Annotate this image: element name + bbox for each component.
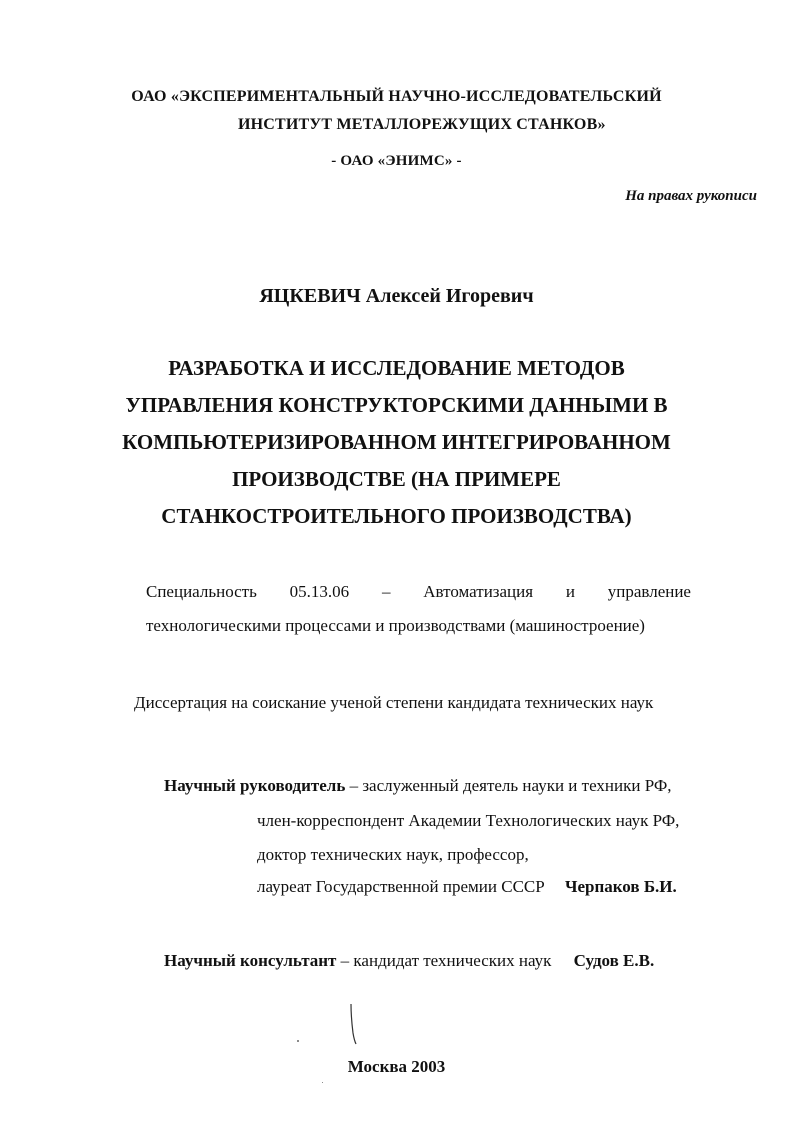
consultant-title: кандидат технических наук <box>353 951 552 970</box>
supervisor-label: Научный руководитель <box>164 776 346 795</box>
supervisor-title-1: заслуженный деятель науки и техники РФ, <box>362 776 672 795</box>
pen-mark-icon <box>349 1003 357 1045</box>
author-given-names: Алексей Игоревич <box>365 285 534 307</box>
author-name <box>0 285 793 308</box>
degree-statement: Диссертация на соискание ученой степени кандидата технических наук <box>134 693 654 712</box>
specialty-dash: – <box>381 582 391 601</box>
institute-name-line2: ИНСТИТУТ МЕТАЛЛОРЕЖУЩИХ СТАНКОВ» <box>238 116 606 133</box>
institute-name-line1: ОАО «ЭКСПЕРИМЕНТАЛЬНЫЙ НАУЧНО-ИССЛЕДОВАТЕЛЬСКИЙ <box>131 88 662 105</box>
consultant-label: Научный консультант <box>164 951 337 970</box>
consultant-name: Судов Е.В. <box>573 951 655 970</box>
author-surname: ЯЦКЕВИЧ <box>259 285 361 307</box>
specialty-line-1 <box>146 582 691 602</box>
specialty-word: Специальность <box>146 582 257 601</box>
city-year: Москва 2003 <box>347 1057 446 1076</box>
institute-short-name: - ОАО «ЭНИМС» - <box>331 153 462 169</box>
specialty-word: Автоматизация <box>423 582 534 601</box>
scan-speck <box>297 1040 299 1042</box>
supervisor-line-2: член-корреспондент Академии Технологических наук РФ, <box>257 811 680 830</box>
specialty-line-2: технологическими процессами и производствами (машиностроение) <box>146 616 645 635</box>
supervisor-name: Черпаков Б.И. <box>564 877 677 896</box>
consultant-line <box>164 951 654 971</box>
consultant-dash: – <box>340 951 350 970</box>
supervisor-line-1 <box>164 776 672 796</box>
supervisor-title-4: лауреат Государственной премии СССР <box>257 877 545 896</box>
thesis-title-line-5: СТАНКОСТРОИТЕЛЬНОГО ПРОИЗВОДСТВА) <box>161 504 632 528</box>
manuscript-rights-note: На правах рукописи <box>625 188 757 204</box>
thesis-title-line-3: КОМПЬЮТЕРИЗИРОВАННОМ ИНТЕГРИРОВАННОМ <box>122 430 671 454</box>
specialty-word: и <box>565 582 575 601</box>
specialty-code: 05.13.06 <box>289 582 350 601</box>
thesis-title-line-1: РАЗРАБОТКА И ИССЛЕДОВАНИЕ МЕТОДОВ <box>168 356 625 380</box>
specialty-word: управление <box>607 582 691 601</box>
supervisor-line-3: доктор технических наук, профессор, <box>257 845 529 864</box>
thesis-title-line-4: ПРОИЗВОДСТВЕ (НА ПРИМЕРЕ <box>232 467 561 491</box>
scan-speck <box>322 1082 323 1083</box>
supervisor-dash: – <box>349 776 359 795</box>
supervisor-line-4 <box>257 877 677 897</box>
thesis-title-line-2: УПРАВЛЕНИЯ КОНСТРУКТОРСКИМИ ДАННЫМИ В <box>125 393 668 417</box>
